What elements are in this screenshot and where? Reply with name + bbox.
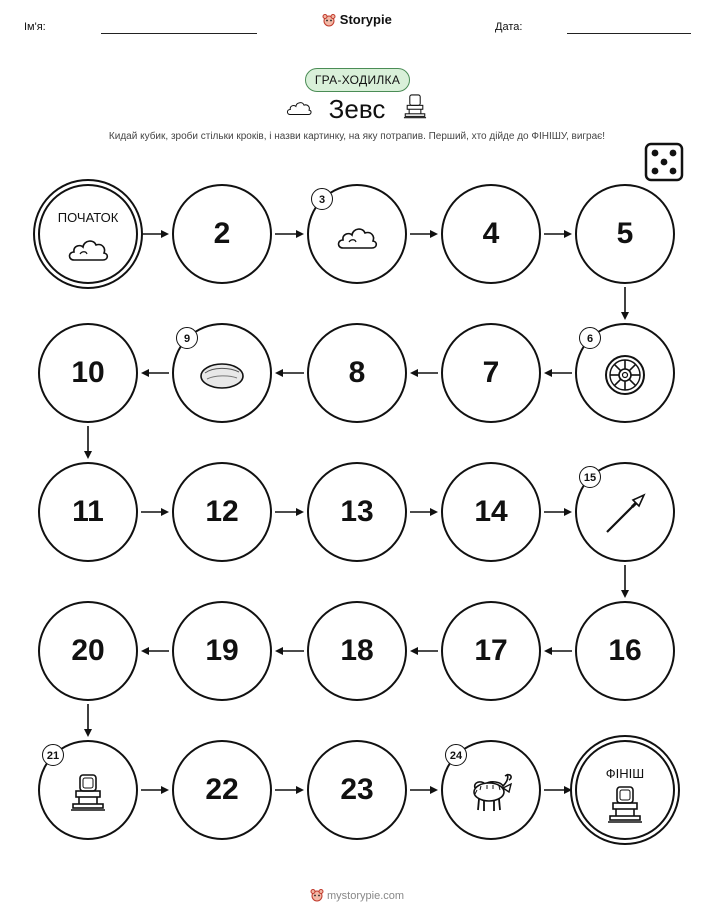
storypie-logo-icon: [310, 888, 324, 905]
cell-number: 19: [205, 634, 239, 667]
cell-number: 23: [340, 773, 374, 806]
cell-number: 11: [72, 495, 104, 528]
board-cell-12: [172, 462, 272, 562]
cell-number: 16: [608, 634, 642, 667]
cell-number-badge: 24: [445, 744, 467, 766]
board-cell-15: [575, 462, 675, 562]
wheel-icon: [603, 353, 647, 402]
cell-number: 2: [213, 217, 231, 250]
cell-number-badge: 21: [42, 744, 64, 766]
start-label: ПОЧАТОК: [57, 210, 119, 225]
cell-number-badge: 9: [176, 327, 198, 349]
board-cell-13: [307, 462, 407, 562]
cell-number: 17: [474, 634, 508, 667]
cell-number-badge: 6: [579, 327, 601, 349]
cell-number: 13: [340, 495, 374, 528]
board-cell-14: [441, 462, 541, 562]
page-title: Зевс: [328, 94, 386, 124]
cell-number: 18: [340, 634, 374, 667]
board-cell-8: [307, 323, 407, 423]
cell-number-badge: 15: [579, 466, 601, 488]
throne-icon: [607, 784, 643, 829]
board-cell-9: [172, 323, 272, 423]
cell-number: 7: [482, 356, 500, 389]
game-type-badge: ГРА-ХОДИЛКА: [305, 68, 410, 92]
board-cell-11: [38, 462, 138, 562]
board-cell-7: [441, 323, 541, 423]
footer-site[interactable]: mystorypie.com: [327, 890, 405, 902]
board-cell-3: [307, 184, 407, 284]
board-cell-10: [38, 323, 138, 423]
brand-name: Storypie: [339, 12, 392, 27]
board-cell-18: [307, 601, 407, 701]
board-cell-22: [172, 740, 272, 840]
cloud-icon: [335, 220, 379, 257]
cell-number: 12: [205, 495, 239, 528]
board-cell-19: [172, 601, 272, 701]
instructions: Кидай кубик, зроби стільки кроків, і назви картинку, на яку потрапив. Перший, хто дійде до ФІНІШУ, виграє!: [108, 131, 606, 142]
cell-number: 20: [71, 634, 105, 667]
cell-number: 4: [482, 217, 500, 250]
footer: [0, 888, 714, 905]
board-cell-5: [575, 184, 675, 284]
name-label: Ім'я:: [24, 21, 46, 33]
board-cell-2: [172, 184, 272, 284]
board-cell-17: [441, 601, 541, 701]
spear-icon: [603, 492, 647, 541]
board-cell-21: [38, 740, 138, 840]
cell-number: 22: [205, 773, 239, 806]
board-cell-23: [307, 740, 407, 840]
board-cell-20: [38, 601, 138, 701]
board-cell-6: [575, 323, 675, 423]
cloud-icon: [66, 232, 110, 269]
date-label: Дата:: [495, 21, 523, 33]
cell-number: 8: [348, 356, 366, 389]
board-cell-16: [575, 601, 675, 701]
cell-number-badge: 3: [311, 188, 333, 210]
cell-number: 10: [71, 356, 105, 389]
cell-number: 14: [474, 495, 508, 528]
stone-icon: [199, 359, 245, 396]
board-cell-4: [441, 184, 541, 284]
throne-icon: [70, 772, 106, 817]
board-cell-24: [441, 740, 541, 840]
finish-label: ФІНІШ: [605, 766, 645, 781]
board-cell-1: [38, 184, 138, 284]
goat-icon: [467, 770, 515, 819]
cell-number: 5: [616, 217, 634, 250]
board-cell-25: [575, 740, 675, 840]
